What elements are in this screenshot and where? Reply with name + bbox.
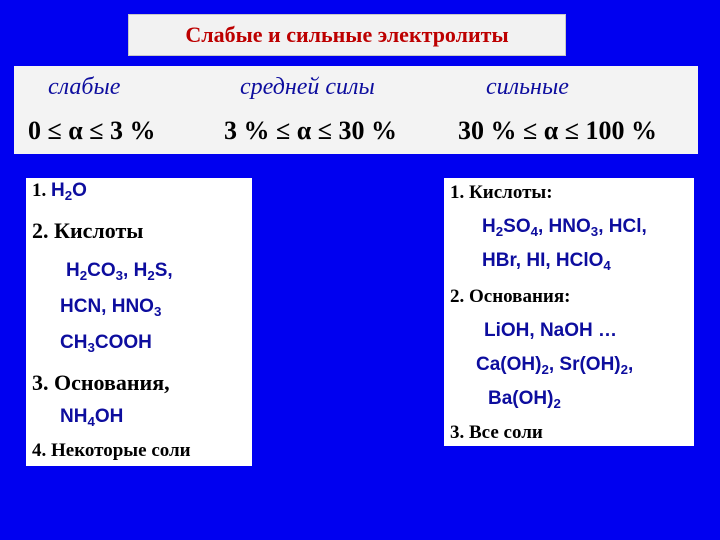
- weak-item-salts: 4. Некоторые соли: [32, 440, 191, 461]
- title-box: [128, 14, 566, 56]
- page-title: Слабые и сильные электролиты: [185, 22, 509, 47]
- weak-acids-line-1: $H_2CO_3$, $H_2S$,: [66, 260, 173, 283]
- strong-item-acids: 1. Кислоты:: [450, 182, 553, 203]
- strong-acids-line-2: HBr, HI, HClO$_4$: [482, 250, 611, 273]
- weak-acids-line-3: $CH_3COOH$: [60, 332, 152, 355]
- strong-range: 30 % ≤ α ≤ 100 %: [458, 116, 658, 145]
- weak-electrolytes-panel: [26, 178, 252, 466]
- weak-item-water: 1. $H_2O$: [32, 180, 87, 203]
- weak-range: 0 ≤ α ≤ 3 %: [28, 116, 156, 145]
- strong-bases-line-1: LiOH, NaOH …: [484, 320, 618, 341]
- weak-acids-line-2: HCN, $HNO_3$: [60, 296, 162, 319]
- strong-item-salts: 3. Все соли: [450, 422, 543, 443]
- strong-item-bases: 2. Основания:: [450, 286, 571, 307]
- medium-label: средней силы: [240, 74, 375, 100]
- strong-bases-line-3: $Ba(OH)_2$: [488, 388, 561, 411]
- strong-label: сильные: [486, 74, 569, 100]
- weak-bases-line: $NH_4OH$: [60, 406, 124, 429]
- weak-label: слабые: [48, 74, 121, 100]
- weak-item-acids: 2. Кислоты: [32, 218, 144, 243]
- strength-header: [14, 66, 698, 154]
- strong-bases-line-2: $Ca(OH)_2$, $Sr(OH)_2$,: [476, 354, 634, 377]
- strong-electrolytes-panel: [444, 178, 694, 446]
- weak-item-bases: 3. Основания,: [32, 370, 170, 395]
- medium-range: 3 % ≤ α ≤ 30 %: [224, 116, 398, 145]
- strong-acids-line-1: $H_2SO_4$, $HNO_3$, HCl,: [482, 216, 647, 239]
